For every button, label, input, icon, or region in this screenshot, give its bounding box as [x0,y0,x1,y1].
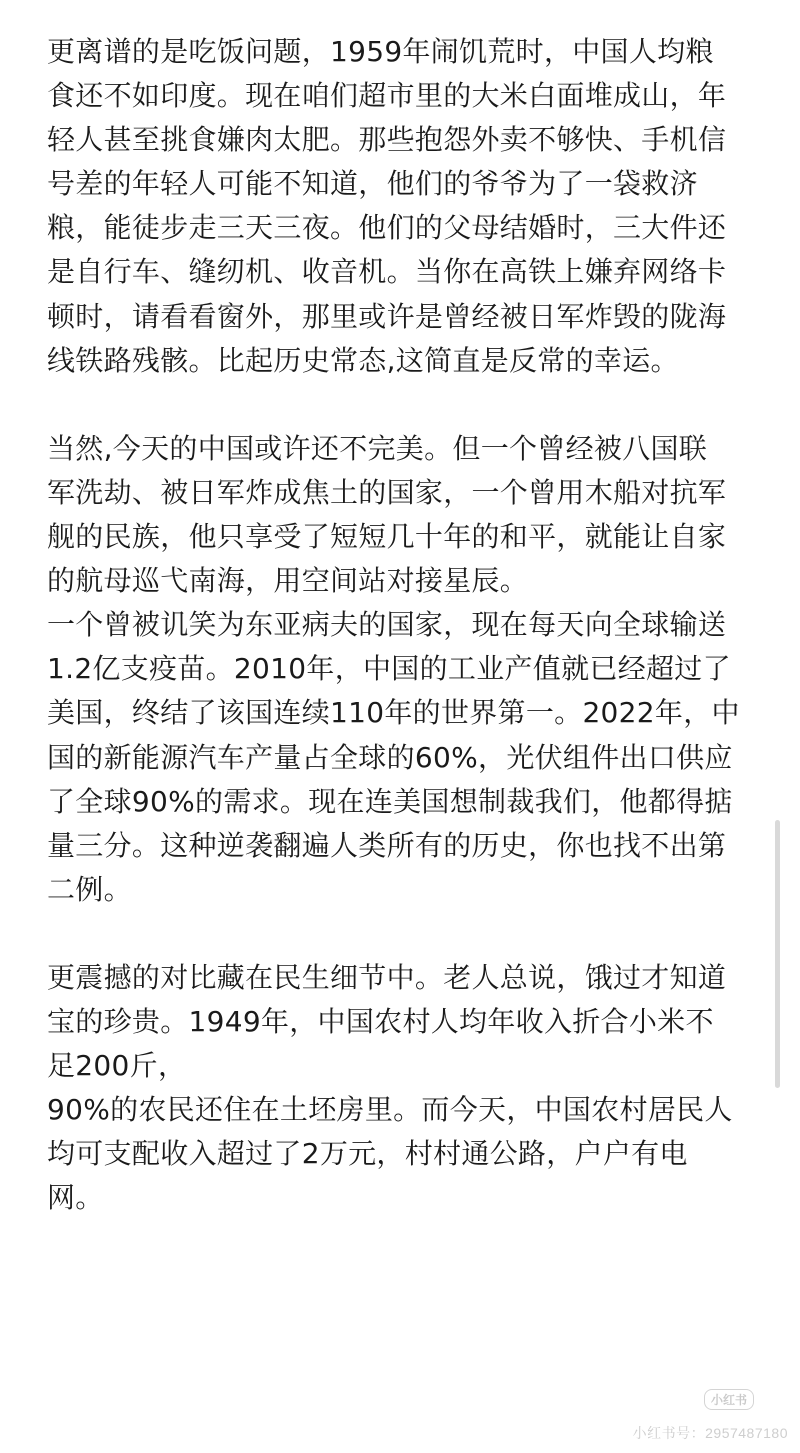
text-line: 食还不如印度。现在咱们超市里的大米白面堆成山，年 [47,79,727,113]
scrollbar-thumb[interactable] [775,820,780,1088]
watermark [588,1387,788,1449]
paragraph-3 [47,956,767,1221]
watermark-logo: 小红书 [704,1389,754,1410]
text-line: 了全球90%的需求。现在连美国想制裁我们，他都得掂 [47,784,733,818]
text-line: 网。 [47,1181,104,1215]
paragraph-2 [47,427,767,912]
text-line: 舰的民族，他只享受了短短几十年的和平，就能让自家 [47,520,727,554]
text-line: 二例。 [47,872,132,906]
text-line: 军洗劫、被日军炸成焦土的国家，一个曾用木船对抗军 [47,475,727,509]
paragraph-gap [47,912,767,956]
text-line: 是自行车、缝纫机、收音机。当你在高铁上嫌弃网络卡 [47,255,727,289]
text-line: 顿时，请看看窗外，那里或许是曾经被日军炸毁的陇海 [47,299,727,333]
text-line: 美国，终结了该国连续110年的世界第一。2022年，中 [47,696,740,730]
text-line: 轻人甚至挑食嫌肉太肥。那些抱怨外卖不够快、手机信 [47,123,727,157]
text-line: 量三分。这种逆袭翻遍人类所有的历史，你也找不出第 [47,828,727,862]
text-line: 的航母巡弋南海，用空间站对接星辰。 [47,564,529,598]
text-line: 90%的农民还住在土坯房里。而今天，中国农村居民人 [47,1093,733,1127]
text-line: 宝的珍贵。1949年，中国农村人均年收入折合小米不 [47,1005,714,1039]
watermark-id: 小红书号：2957487180 [632,1425,788,1441]
text-line: 更震撼的对比藏在民生细节中。老人总说，饿过才知道 [47,960,727,994]
paragraph-gap [47,383,767,427]
text-line: 均可支配收入超过了2万元，村村通公路，户户有电 [47,1137,688,1171]
text-line: 更离谱的是吃饭问题，1959年闹饥荒时，中国人均粮 [47,35,714,68]
text-line: 1.2亿支疫苗。2010年，中国的工业产值就已经超过了 [47,652,731,686]
text-line: 国的新能源汽车产量占全球的60%，光伏组件出口供应 [47,740,733,774]
text-line: 号差的年轻人可能不知道，他们的爷爷为了一袋救济 [47,167,698,201]
text-line: 线铁路残骸。比起历史常态,这简直是反常的幸运。 [47,343,679,377]
text-line: 足200斤， [47,1049,187,1083]
text-line: 一个曾被讥笑为东亚病夫的国家，现在每天向全球输送 [47,608,727,642]
text-line: 当然,今天的中国或许还不完美。但一个曾经被八国联 [47,431,708,465]
article-body [47,30,767,1221]
text-line: 粮，能徒步走三天三夜。他们的父母结婚时，三大件还 [47,211,727,245]
paragraph-1 [47,30,767,383]
